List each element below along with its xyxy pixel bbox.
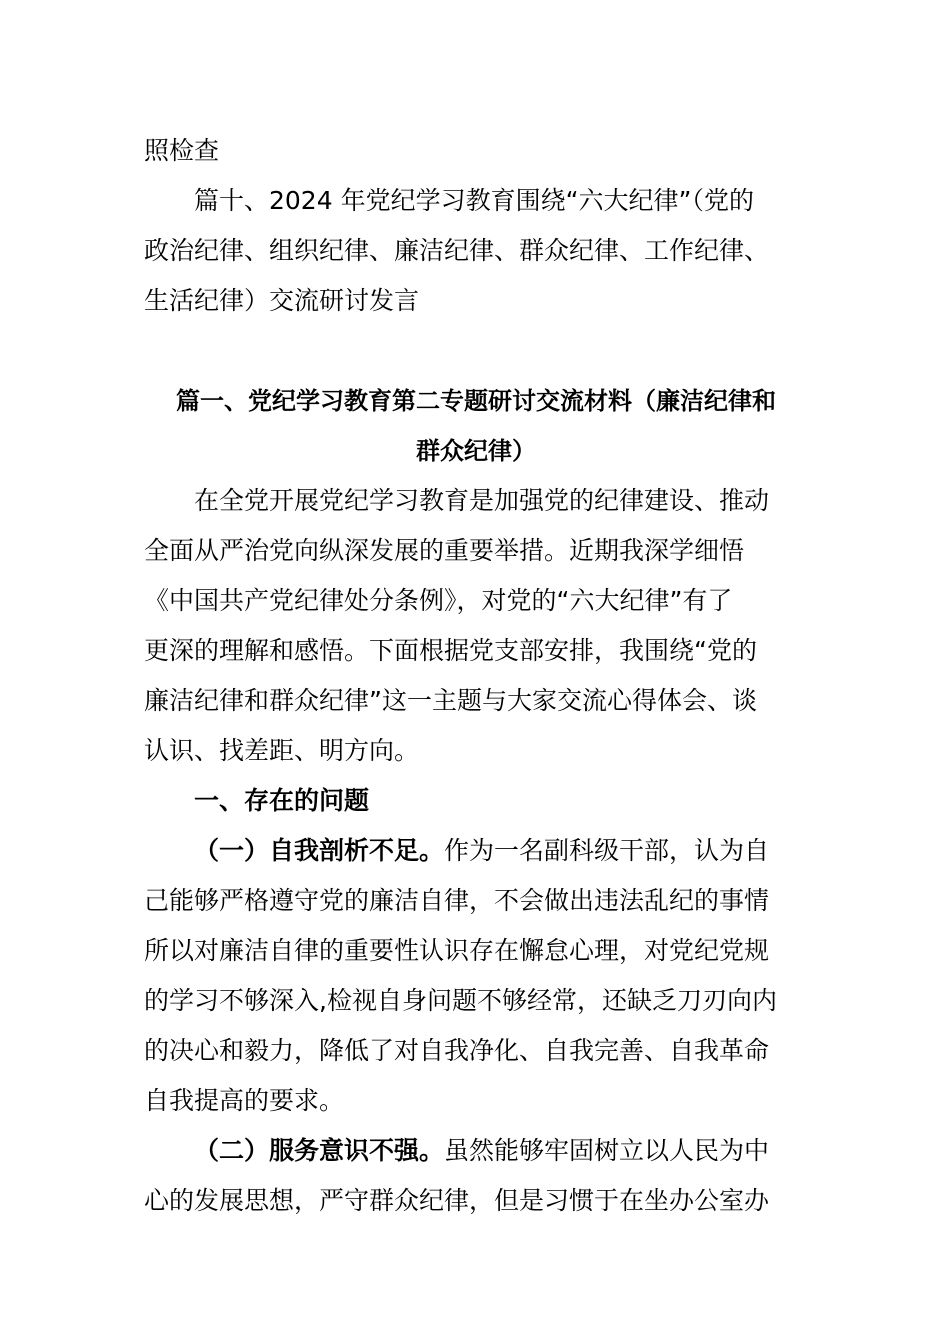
intro-line: 篇十、2024 年党纪学习教育围绕“六大纪律”（党的 — [194, 186, 754, 215]
point-one-text: 作为一名副科级干部，认为自 — [444, 836, 770, 865]
paragraph-line: 的决心和毅力，降低了对自我净化、自我完善、自我革命 — [144, 1036, 770, 1065]
section-title-line: 篇一、党纪学习教育第二专题研讨交流材料（廉洁纪律和 — [176, 387, 776, 415]
document-body — [144, 126, 808, 1226]
paragraph-line: 全面从严治党向纵深发展的重要举措。近期我深学细悟 — [144, 536, 745, 565]
paragraph-line: 己能够严格遵守党的廉洁自律，不会做出违法乱纪的事情 — [144, 886, 770, 915]
point-two-first-line — [144, 1126, 808, 1176]
section-title-line: 群众纪律） — [416, 437, 536, 465]
paragraph-line: 的学习不够深入,检视自身问题不够经常，还缺乏刀刃向内 — [144, 986, 777, 1015]
subheading-problems: 一、存在的问题 — [194, 786, 370, 815]
paragraph-line: 心的发展思想，严守群众纪律，但是习惯于在坐办公室办 — [144, 1186, 770, 1215]
intro-line: 生活纪律）交流研讨发言 — [144, 286, 420, 315]
paragraph-line: 在全党开展党纪学习教育是加强党的纪律建设、推动 — [194, 486, 770, 515]
intro-line: 照检查 — [144, 136, 220, 165]
paragraph-line: 廉洁纪律和群众纪律”这一主题与大家交流心得体会、谈 — [144, 686, 757, 715]
paragraph-line: 所以对廉洁自律的重要性认识存在懈怠心理，对党纪党规 — [144, 936, 770, 965]
point-one-first-line — [144, 826, 808, 876]
point-two-lead: （二）服务意识不强。 — [194, 1136, 445, 1165]
point-two-text: 虽然能够牢固树立以人民为中 — [444, 1136, 770, 1165]
paragraph-line: 认识、找差距、明方向。 — [144, 736, 420, 765]
spacer — [144, 326, 808, 376]
paragraph-line: 自我提高的要求。 — [144, 1086, 345, 1115]
paragraph-line: 更深的理解和感悟。下面根据党支部安排，我围绕“党的 — [144, 636, 757, 665]
intro-line: 政治纪律、组织纪律、廉洁纪律、群众纪律、工作纪律、 — [144, 236, 770, 265]
point-one-lead: （一）自我剖析不足。 — [194, 836, 445, 865]
paragraph-line: 《中国共产党纪律处分条例》，对党的“六大纪律”有了 — [144, 586, 733, 615]
